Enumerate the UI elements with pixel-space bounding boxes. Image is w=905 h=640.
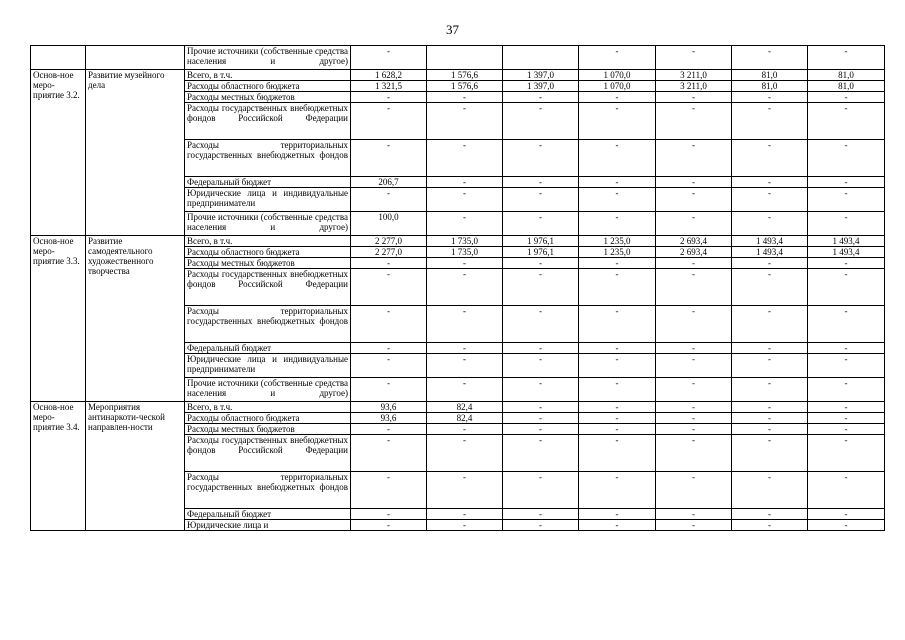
value-cell: - <box>503 402 579 413</box>
funding-source: Юридические лица и <box>185 520 351 531</box>
value-cell: - <box>503 269 579 306</box>
value-cell: 1 493,4 <box>732 236 808 247</box>
value-cell: 1 576,6 <box>427 81 503 92</box>
value-cell: - <box>656 520 732 531</box>
value-cell: - <box>427 177 503 188</box>
value-cell: - <box>808 140 885 177</box>
measure-code: Основ-ное меро-приятие 3.3. <box>31 236 86 402</box>
value-cell: - <box>808 306 885 343</box>
value-cell: - <box>427 520 503 531</box>
value-cell: - <box>427 258 503 269</box>
funding-source: Всего, в т.ч. <box>185 70 351 81</box>
value-cell: - <box>427 92 503 103</box>
value-cell: - <box>656 188 732 212</box>
funding-source: Всего, в т.ч. <box>185 402 351 413</box>
value-cell: - <box>351 92 427 103</box>
value-cell: 1 493,4 <box>808 236 885 247</box>
value-cell: - <box>427 509 503 520</box>
measure-code: Основ-ное меро-приятие 3.4. <box>31 402 86 531</box>
funding-source: Расходы государственных внебюджетных фондов Российской Федерации <box>185 435 351 472</box>
value-cell: - <box>732 402 808 413</box>
budget-table <box>30 45 885 531</box>
value-cell: - <box>427 435 503 472</box>
funding-source: Расходы местных бюджетов <box>185 258 351 269</box>
value-cell: - <box>503 258 579 269</box>
value-cell: - <box>427 140 503 177</box>
value-cell: - <box>656 92 732 103</box>
value-cell: - <box>503 103 579 140</box>
value-cell: - <box>503 343 579 354</box>
table-row <box>31 70 885 81</box>
value-cell: 81,0 <box>732 81 808 92</box>
value-cell: - <box>503 92 579 103</box>
value-cell: - <box>656 509 732 520</box>
value-cell: - <box>732 378 808 402</box>
value-cell: 2 277,0 <box>351 236 427 247</box>
funding-source: Прочие источники (собственные средства населения и другое) <box>185 46 351 70</box>
funding-source: Расходы областного бюджета <box>185 81 351 92</box>
funding-source: Юридические лица и индивидуальные предприниматели <box>185 188 351 212</box>
value-cell: - <box>808 212 885 236</box>
value-cell: 1 235,0 <box>579 236 656 247</box>
value-cell: - <box>579 269 656 306</box>
value-cell: - <box>656 306 732 343</box>
value-cell: 3 211,0 <box>656 70 732 81</box>
value-cell: - <box>732 92 808 103</box>
value-cell: - <box>656 177 732 188</box>
value-cell: 2 277,0 <box>351 247 427 258</box>
value-cell: - <box>351 343 427 354</box>
value-cell: - <box>656 103 732 140</box>
value-cell: 1 321,5 <box>351 81 427 92</box>
value-cell: - <box>656 378 732 402</box>
funding-source: Юридические лица и индивидуальные предприниматели <box>185 354 351 378</box>
value-cell: - <box>808 46 885 70</box>
value-cell: - <box>427 212 503 236</box>
value-cell: - <box>732 103 808 140</box>
value-cell: - <box>579 378 656 402</box>
value-cell: - <box>808 402 885 413</box>
value-cell: - <box>808 509 885 520</box>
value-cell: - <box>427 269 503 306</box>
value-cell: - <box>808 343 885 354</box>
value-cell: 100,0 <box>351 212 427 236</box>
value-cell: - <box>427 103 503 140</box>
funding-source: Прочие источники (собственные средства населения и другое) <box>185 378 351 402</box>
value-cell: 1 735,0 <box>427 236 503 247</box>
table-row <box>31 46 885 70</box>
value-cell: - <box>808 177 885 188</box>
value-cell: - <box>503 354 579 378</box>
value-cell: - <box>732 435 808 472</box>
funding-source: Федеральный бюджет <box>185 509 351 520</box>
funding-source: Расходы территориальных государственных внебюджетных фондов <box>185 472 351 509</box>
value-cell: - <box>427 343 503 354</box>
value-cell: - <box>351 306 427 343</box>
value-cell: - <box>732 472 808 509</box>
value-cell: - <box>579 188 656 212</box>
value-cell: - <box>808 188 885 212</box>
value-cell: - <box>656 413 732 424</box>
value-cell: - <box>656 46 732 70</box>
value-cell: 93,6 <box>351 402 427 413</box>
value-cell: - <box>579 306 656 343</box>
value-cell: - <box>732 140 808 177</box>
value-cell: 1 070,0 <box>579 81 656 92</box>
value-cell: - <box>656 258 732 269</box>
value-cell: - <box>427 306 503 343</box>
page-number: 37 <box>446 22 459 37</box>
value-cell: - <box>808 424 885 435</box>
value-cell: - <box>351 509 427 520</box>
value-cell: - <box>351 435 427 472</box>
value-cell: - <box>503 177 579 188</box>
value-cell: - <box>503 520 579 531</box>
value-cell: - <box>732 188 808 212</box>
value-cell: - <box>579 424 656 435</box>
value-cell: 1 235,0 <box>579 247 656 258</box>
value-cell: - <box>427 354 503 378</box>
value-cell: - <box>732 509 808 520</box>
value-cell: - <box>351 378 427 402</box>
value-cell: - <box>808 354 885 378</box>
value-cell: - <box>503 212 579 236</box>
value-cell: - <box>732 424 808 435</box>
value-cell: - <box>579 140 656 177</box>
value-cell: - <box>732 269 808 306</box>
value-cell: 81,0 <box>808 70 885 81</box>
value-cell: - <box>579 212 656 236</box>
value-cell: 1 976,1 <box>503 236 579 247</box>
value-cell: - <box>503 509 579 520</box>
value-cell: - <box>732 212 808 236</box>
value-cell: - <box>808 258 885 269</box>
value-cell: - <box>579 177 656 188</box>
value-cell: - <box>351 269 427 306</box>
value-cell: - <box>579 103 656 140</box>
value-cell: - <box>427 424 503 435</box>
value-cell: 1 493,4 <box>808 247 885 258</box>
value-cell: - <box>808 269 885 306</box>
value-cell: - <box>808 520 885 531</box>
value-cell: - <box>579 520 656 531</box>
value-cell: - <box>579 354 656 378</box>
value-cell: - <box>503 472 579 509</box>
value-cell: 1 493,4 <box>732 247 808 258</box>
value-cell: - <box>656 212 732 236</box>
value-cell: - <box>656 343 732 354</box>
value-cell: - <box>503 378 579 402</box>
value-cell <box>427 46 503 70</box>
measure-name: Развитие музейного дела <box>86 70 185 236</box>
funding-source: Расходы государственных внебюджетных фондов Российской Федерации <box>185 103 351 140</box>
funding-source: Всего, в т.ч. <box>185 236 351 247</box>
value-cell: 82,4 <box>427 413 503 424</box>
funding-source: Расходы территориальных государственных внебюджетных фондов <box>185 306 351 343</box>
value-cell: - <box>427 472 503 509</box>
value-cell: - <box>579 46 656 70</box>
value-cell: - <box>351 520 427 531</box>
table-row <box>31 402 885 413</box>
value-cell: 1 070,0 <box>579 70 656 81</box>
value-cell: 3 211,0 <box>656 81 732 92</box>
value-cell: - <box>427 188 503 212</box>
value-cell: - <box>427 378 503 402</box>
funding-source: Расходы областного бюджета <box>185 247 351 258</box>
value-cell: - <box>351 424 427 435</box>
value-cell: - <box>579 343 656 354</box>
funding-source: Расходы областного бюджета <box>185 413 351 424</box>
funding-source: Расходы территориальных государственных внебюджетных фондов <box>185 140 351 177</box>
value-cell: - <box>732 177 808 188</box>
funding-source: Расходы государственных внебюджетных фондов Российской Федерации <box>185 269 351 306</box>
value-cell: - <box>351 354 427 378</box>
value-cell: - <box>732 258 808 269</box>
value-cell: - <box>808 378 885 402</box>
value-cell: - <box>808 92 885 103</box>
funding-source: Расходы местных бюджетов <box>185 424 351 435</box>
value-cell: - <box>351 140 427 177</box>
value-cell: - <box>656 424 732 435</box>
measure-code: Основ-ное меро-приятие 3.2. <box>31 70 86 236</box>
value-cell: 1 397,0 <box>503 81 579 92</box>
value-cell: - <box>656 269 732 306</box>
value-cell: - <box>351 258 427 269</box>
value-cell: - <box>808 413 885 424</box>
measure-code <box>31 46 86 70</box>
value-cell: - <box>503 140 579 177</box>
value-cell: - <box>732 46 808 70</box>
value-cell: 1 397,0 <box>503 70 579 81</box>
value-cell: - <box>732 343 808 354</box>
value-cell: - <box>808 435 885 472</box>
value-cell: - <box>656 472 732 509</box>
value-cell: 81,0 <box>808 81 885 92</box>
value-cell <box>503 46 579 70</box>
value-cell: 1 576,6 <box>427 70 503 81</box>
measure-name: Мероприятия антинаркоти-ческой направлен-ности <box>86 402 185 531</box>
value-cell: - <box>579 402 656 413</box>
value-cell: - <box>351 103 427 140</box>
value-cell: - <box>579 258 656 269</box>
value-cell: 1 628,2 <box>351 70 427 81</box>
value-cell: - <box>579 472 656 509</box>
value-cell: 206,7 <box>351 177 427 188</box>
value-cell: - <box>351 472 427 509</box>
value-cell: - <box>503 188 579 212</box>
value-cell: 2 693,4 <box>656 236 732 247</box>
value-cell: 2 693,4 <box>656 247 732 258</box>
value-cell: - <box>732 354 808 378</box>
value-cell: - <box>656 354 732 378</box>
funding-source: Федеральный бюджет <box>185 343 351 354</box>
value-cell: - <box>732 413 808 424</box>
value-cell: - <box>656 435 732 472</box>
value-cell: - <box>579 435 656 472</box>
measure-name: Развитие самодеятельного художественного творчества <box>86 236 185 402</box>
funding-source: Федеральный бюджет <box>185 177 351 188</box>
funding-source: Расходы местных бюджетов <box>185 92 351 103</box>
value-cell: - <box>579 509 656 520</box>
funding-source: Прочие источники (собственные средства населения и другое) <box>185 212 351 236</box>
value-cell: - <box>808 472 885 509</box>
value-cell: - <box>351 188 427 212</box>
value-cell: 81,0 <box>732 70 808 81</box>
value-cell: - <box>808 103 885 140</box>
value-cell: - <box>732 306 808 343</box>
value-cell: - <box>732 520 808 531</box>
value-cell: - <box>656 140 732 177</box>
value-cell: 82,4 <box>427 402 503 413</box>
value-cell: - <box>351 46 427 70</box>
value-cell: 93,6 <box>351 413 427 424</box>
value-cell: - <box>579 413 656 424</box>
table-row <box>31 236 885 247</box>
value-cell: - <box>503 413 579 424</box>
value-cell: 1 976,1 <box>503 247 579 258</box>
value-cell: - <box>503 306 579 343</box>
value-cell: 1 735,0 <box>427 247 503 258</box>
value-cell: - <box>579 92 656 103</box>
value-cell: - <box>503 435 579 472</box>
value-cell: - <box>503 424 579 435</box>
measure-name <box>86 46 185 70</box>
value-cell: - <box>656 402 732 413</box>
